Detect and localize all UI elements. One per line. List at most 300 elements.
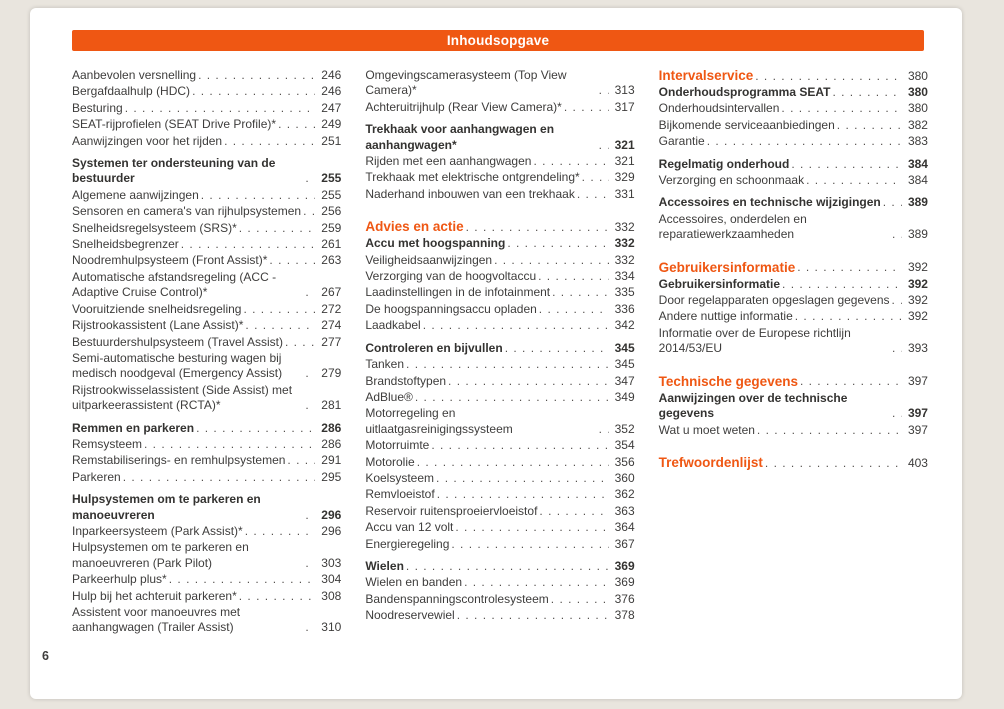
- toc-entry-page: 392: [907, 293, 928, 308]
- toc-entry: [72, 237, 341, 252]
- toc-entry-label: Rijstrookassistent (Lane Assist)*: [72, 318, 244, 333]
- toc-entry: [365, 100, 634, 115]
- toc-entry-label: Accessoires, onderdelen en reparatiewerkzaamheden: [658, 211, 807, 242]
- toc-entry: [72, 421, 341, 436]
- dot-leader: [181, 237, 316, 252]
- toc-entry-page: 332: [614, 236, 635, 251]
- dot-leader: [305, 285, 315, 300]
- toc-entry-label: Laadinstellingen in de infotainment: [365, 285, 551, 300]
- toc-columns: [72, 68, 928, 636]
- dot-leader: [466, 220, 609, 235]
- dot-leader: [552, 285, 609, 300]
- toc-entry-label: Inparkeersysteem (Park Assist)*: [72, 523, 243, 538]
- toc-entry-page: 281: [321, 398, 342, 413]
- toc-entry-page: 345: [614, 340, 635, 355]
- toc-column-3: [659, 68, 928, 636]
- toc-entry: [72, 383, 341, 414]
- toc-entry: [72, 84, 341, 99]
- toc-entry-page: 310: [321, 620, 342, 635]
- toc-entry-label: Remsysteem: [72, 436, 143, 451]
- dot-leader: [797, 260, 902, 275]
- dot-leader: [781, 101, 902, 116]
- dot-leader: [892, 341, 902, 356]
- toc-entry-label: Assistent voor manoeuvres met aanhangwagen (Trailer Assist): [72, 605, 241, 635]
- toc-entry-page: 345: [614, 357, 635, 372]
- toc-entry-label: Energieregeling: [365, 536, 450, 551]
- toc-entry: [659, 374, 928, 390]
- toc-entry-label: Accessoires en technische wijzigingen: [658, 195, 881, 210]
- toc-entry: [659, 85, 928, 100]
- toc-entry-label: Wat u moet weten: [658, 422, 755, 437]
- toc-entry-page: 249: [321, 117, 342, 132]
- toc-column-2: [365, 68, 634, 636]
- toc-entry-page: 389: [907, 227, 928, 242]
- toc-entry-page: 376: [614, 591, 635, 606]
- dot-leader: [806, 173, 902, 188]
- dot-leader: [599, 83, 609, 98]
- toc-entry-label: Omgevingscamerasysteem (Top View Camera)*: [365, 68, 567, 98]
- toc-entry-page: 321: [614, 154, 635, 169]
- toc-entry-page: 256: [321, 204, 342, 219]
- toc-entry-page: 255: [321, 171, 342, 186]
- toc-entry-page: 332: [614, 219, 635, 234]
- toc-entry-label: Trekhaak voor aanhangwagen en aanhangwagen*: [365, 122, 555, 152]
- toc-entry-page: 263: [321, 253, 342, 268]
- toc-entry: [365, 559, 634, 574]
- toc-entry-page: 347: [614, 373, 635, 388]
- toc-entry-label: Hulp bij het achteruit parkeren*: [72, 588, 237, 603]
- dot-leader: [303, 204, 315, 219]
- dot-leader: [533, 154, 608, 169]
- toc-entry-page: 303: [321, 555, 342, 570]
- toc-entry: [365, 187, 634, 202]
- dot-leader: [755, 69, 902, 84]
- toc-entry: [659, 326, 928, 357]
- toc-entry-page: 356: [614, 454, 635, 469]
- toc-entry-label: Door regelapparaten opgeslagen gegevens: [658, 293, 890, 308]
- toc-entry-label: Bestuurdershulpsysteem (Travel Assist): [72, 334, 283, 349]
- toc-entry-label: Tanken: [365, 357, 405, 372]
- toc-entry: [72, 572, 341, 587]
- dot-leader: [144, 437, 315, 452]
- toc-entry-page: 380: [907, 85, 928, 99]
- toc-entry-page: 296: [321, 523, 342, 538]
- toc-entry-page: 369: [614, 575, 635, 590]
- toc-entry-label: Aanbevolen versnelling: [72, 68, 197, 82]
- toc-entry-page: 246: [321, 68, 342, 82]
- dot-leader: [707, 134, 902, 149]
- dot-leader: [224, 134, 315, 149]
- toc-entry-page: 334: [614, 269, 635, 284]
- toc-entry-label: Noodremhulpsysteem (Front Assist)*: [72, 253, 268, 268]
- toc-entry: [365, 269, 634, 284]
- dot-leader: [123, 470, 316, 485]
- page-title: Inhoudsopgave: [446, 33, 550, 48]
- toc-entry-page: 321: [614, 137, 635, 152]
- dot-leader: [507, 236, 608, 251]
- dot-leader: [287, 453, 315, 468]
- toc-entry-page: 397: [907, 374, 928, 389]
- toc-entry-label: Trefwoordenlijst: [658, 454, 763, 470]
- toc-entry-label: Achteruitrijhulp (Rear View Camera)*: [365, 99, 562, 114]
- toc-entry-page: 403: [907, 455, 928, 470]
- toc-entry-label: Bergafdaalhulp (HDC): [72, 84, 191, 99]
- toc-entry: [72, 204, 341, 219]
- dot-leader: [305, 620, 315, 635]
- toc-entry: [72, 156, 341, 187]
- toc-entry: [72, 540, 341, 571]
- toc-entry: [365, 68, 634, 99]
- toc-entry-label: Bijkomende serviceaanbiedingen: [658, 117, 835, 132]
- dot-leader: [539, 504, 608, 519]
- toc-entry-page: 286: [321, 436, 342, 451]
- dot-leader: [448, 374, 609, 389]
- toc-entry-page: 363: [614, 503, 635, 518]
- toc-entry-label: Veiligheidsaanwijzingen: [365, 252, 493, 267]
- toc-entry-label: Intervalservice: [658, 68, 754, 83]
- toc-entry-page: 246: [321, 84, 342, 99]
- toc-entry-label: Rijden met een aanhangwagen: [365, 154, 532, 169]
- toc-entry: [72, 605, 341, 636]
- toc-entry-label: Garantie: [658, 134, 705, 149]
- toc-entry-page: 317: [614, 99, 635, 114]
- dot-leader: [305, 171, 315, 186]
- toc-entry: [365, 302, 634, 317]
- toc-entry-label: Motorolie: [365, 454, 415, 469]
- toc-entry-page: 272: [321, 301, 342, 316]
- toc-entry-page: 392: [907, 260, 928, 275]
- toc-entry-page: 352: [614, 421, 635, 436]
- toc-entry-label: Aanwijzingen over de technische gegevens: [658, 390, 848, 421]
- dot-leader: [800, 374, 902, 389]
- dot-leader: [791, 157, 902, 172]
- dot-leader: [795, 309, 902, 324]
- toc-entry-page: 349: [614, 389, 635, 404]
- toc-entry-page: 274: [321, 318, 342, 333]
- toc-entry-label: Brandstoftypen: [365, 373, 447, 388]
- toc-entry-label: Reservoir ruitensproeiervloeistof: [365, 503, 538, 518]
- toc-entry-page: 329: [614, 170, 635, 185]
- toc-entry-label: Remmen en parkeren: [72, 420, 195, 435]
- dot-leader: [278, 117, 315, 132]
- toc-entry-label: Informatie over de Europese richtlijn 2014/53/EU: [658, 325, 851, 356]
- toc-entry: [365, 374, 634, 389]
- toc-entry-page: 259: [321, 220, 342, 235]
- toc-entry-page: 331: [614, 186, 635, 201]
- toc-entry-label: Accu met hoogspanning: [365, 236, 506, 251]
- toc-entry-page: 291: [321, 453, 342, 468]
- toc-entry: [659, 212, 928, 243]
- toc-entry-page: 362: [614, 487, 635, 502]
- page-number: 6: [42, 649, 49, 663]
- dot-leader: [198, 68, 315, 83]
- dot-leader: [196, 421, 315, 436]
- toc-entry-page: 277: [321, 334, 342, 349]
- toc-entry-label: Gebruikersinformatie: [658, 276, 781, 291]
- toc-entry: [365, 520, 634, 535]
- dot-leader: [892, 293, 902, 308]
- toc-entry: [365, 438, 634, 453]
- dot-leader: [757, 423, 902, 438]
- toc-entry-label: Trekhaak met elektrische ontgrendeling*: [365, 170, 580, 185]
- toc-entry: [365, 219, 634, 235]
- toc-entry: [72, 453, 341, 468]
- toc-entry-page: 380: [907, 101, 928, 116]
- toc-entry-page: 393: [907, 341, 928, 356]
- toc-entry-label: Parkeerhulp plus*: [72, 572, 167, 587]
- toc-entry: [72, 351, 341, 382]
- toc-entry-label: Controleren en bijvullen: [365, 340, 503, 355]
- dot-leader: [239, 589, 316, 604]
- toc-entry: [365, 341, 634, 356]
- dot-leader: [599, 138, 609, 153]
- toc-entry: [659, 134, 928, 149]
- dot-leader: [305, 556, 315, 571]
- toc-entry-page: 342: [614, 318, 635, 333]
- toc-entry: [365, 357, 634, 372]
- toc-entry: [72, 589, 341, 604]
- toc-entry-page: 383: [907, 134, 928, 149]
- toc-entry: [659, 260, 928, 276]
- toc-entry: [72, 68, 341, 83]
- dot-leader: [305, 398, 315, 413]
- dot-leader: [201, 188, 316, 203]
- toc-entry-label: Accu van 12 volt: [365, 520, 454, 535]
- toc-entry-label: Onderhoudsprogramma SEAT: [658, 85, 831, 99]
- dot-leader: [415, 390, 609, 405]
- dot-leader: [765, 456, 902, 471]
- toc-entry-page: 380: [907, 68, 928, 83]
- toc-entry: [659, 68, 928, 84]
- toc-entry-page: 392: [907, 276, 928, 291]
- toc-entry-label: Noodreservewiel: [365, 608, 455, 623]
- toc-entry-page: 308: [321, 588, 342, 603]
- toc-entry: [72, 318, 341, 333]
- dot-leader: [451, 537, 608, 552]
- toc-entry: [659, 455, 928, 471]
- toc-entry: [659, 391, 928, 422]
- dot-leader: [406, 357, 609, 372]
- toc-entry: [72, 302, 341, 317]
- dot-leader: [169, 572, 316, 587]
- toc-entry-page: 247: [321, 100, 342, 115]
- toc-entry: [365, 170, 634, 185]
- toc-entry: [72, 101, 341, 116]
- dot-leader: [782, 277, 902, 292]
- toc-entry-page: 332: [614, 252, 635, 267]
- toc-entry: [72, 221, 341, 236]
- toc-entry: [659, 277, 928, 292]
- dot-leader: [551, 592, 609, 607]
- toc-entry: [365, 154, 634, 169]
- dot-leader: [417, 455, 609, 470]
- toc-entry: [72, 335, 341, 350]
- toc-entry-label: Onderhoudsintervallen: [658, 101, 780, 116]
- dot-leader: [505, 341, 609, 356]
- toc-entry-page: 397: [907, 406, 928, 421]
- toc-column-1: [72, 68, 341, 636]
- dot-leader: [577, 187, 609, 202]
- toc-entry-label: Regelmatig onderhoud: [658, 156, 790, 171]
- toc-entry: [72, 134, 341, 149]
- toc-entry-page: 251: [321, 133, 342, 148]
- toc-entry: [659, 157, 928, 172]
- dot-leader: [538, 269, 609, 284]
- toc-entry-page: 354: [614, 438, 635, 453]
- toc-entry-page: 384: [907, 173, 928, 188]
- dot-leader: [305, 508, 315, 523]
- dot-leader: [599, 422, 609, 437]
- dot-leader: [285, 335, 315, 350]
- toc-entry: [365, 406, 634, 437]
- toc-entry: [365, 455, 634, 470]
- toc-entry: [72, 253, 341, 268]
- toc-entry-label: Remvloeistof: [365, 487, 435, 502]
- toc-entry: [365, 253, 634, 268]
- toc-entry-label: Systemen ter ondersteuning van de bestuurder: [72, 156, 276, 186]
- toc-entry-page: 364: [614, 520, 635, 535]
- toc-entry: [365, 390, 634, 405]
- dot-leader: [564, 100, 609, 115]
- toc-entry-page: 369: [614, 558, 635, 573]
- toc-entry-label: Wielen en banden: [365, 575, 463, 590]
- toc-entry: [659, 118, 928, 133]
- toc-entry: [72, 437, 341, 452]
- toc-entry: [365, 236, 634, 251]
- toc-entry-page: 295: [321, 469, 342, 484]
- dot-leader: [892, 227, 902, 242]
- toc-entry-label: Naderhand inbouwen van een trekhaak: [365, 186, 575, 201]
- toc-entry-page: 304: [321, 572, 342, 587]
- toc-entry-page: 384: [907, 156, 928, 171]
- dot-leader: [245, 318, 315, 333]
- toc-entry-label: Besturing: [72, 100, 123, 115]
- toc-entry: [365, 285, 634, 300]
- document-page: [30, 8, 962, 699]
- dot-leader: [832, 85, 902, 100]
- toc-entry-label: Remstabiliserings- en remhulpsystemen: [72, 453, 286, 468]
- toc-entry-label: Snelheidsregelsysteem (SRS)*: [72, 220, 237, 235]
- dot-leader: [192, 84, 315, 99]
- toc-entry-page: 255: [321, 187, 342, 202]
- page-header-bar: [72, 30, 924, 51]
- toc-entry: [365, 575, 634, 590]
- toc-entry: [365, 537, 634, 552]
- toc-entry-label: Koelsysteem: [365, 470, 435, 485]
- toc-entry-label: SEAT-rijprofielen (SEAT Drive Profile)*: [72, 117, 277, 132]
- toc-entry-label: Laadkabel: [365, 318, 421, 333]
- toc-entry: [365, 471, 634, 486]
- toc-entry-page: 382: [907, 117, 928, 132]
- toc-entry: [659, 423, 928, 438]
- toc-entry: [365, 122, 634, 153]
- toc-entry-label: Gebruikersinformatie: [658, 259, 796, 275]
- toc-entry: [72, 470, 341, 485]
- dot-leader: [269, 253, 315, 268]
- toc-entry-page: 397: [907, 422, 928, 437]
- toc-entry-label: Aanwijzingen voor het rijden: [72, 133, 223, 148]
- toc-entry-page: 279: [321, 366, 342, 381]
- toc-entry: [365, 504, 634, 519]
- toc-entry-label: Technische gegevens: [658, 373, 798, 389]
- dot-leader: [243, 302, 315, 317]
- toc-entry-label: Snelheidsbegrenzer: [72, 237, 179, 252]
- toc-entry: [659, 101, 928, 116]
- toc-entry-label: Motorruimte: [365, 438, 430, 453]
- toc-entry: [365, 592, 634, 607]
- dot-leader: [539, 302, 609, 317]
- toc-entry-page: 336: [614, 301, 635, 316]
- toc-entry-label: Advies en actie: [365, 219, 464, 235]
- toc-entry-label: Motorregeling en uitlaatgasreinigingssysteem: [365, 406, 513, 436]
- toc-entry-label: Andere nuttige informatie: [658, 309, 793, 324]
- toc-entry-page: 286: [321, 420, 342, 435]
- toc-entry-label: Automatische afstandsregeling (ACC - Adaptive Cruise Control)*: [72, 269, 277, 300]
- toc-entry-label: De hoogspanningsaccu opladen: [365, 301, 537, 316]
- toc-entry-label: AdBlue®: [365, 389, 413, 404]
- toc-entry-page: 360: [614, 470, 635, 485]
- toc-entry-label: Verzorging en schoonmaak: [658, 173, 805, 188]
- toc-entry-page: 267: [321, 285, 342, 300]
- dot-leader: [431, 438, 608, 453]
- dot-leader: [457, 608, 609, 623]
- dot-leader: [892, 406, 902, 421]
- toc-entry-page: 392: [907, 309, 928, 324]
- toc-entry-label: Sensoren en camera's van rijhulpsystemen: [72, 204, 302, 219]
- toc-entry: [72, 492, 341, 523]
- dot-leader: [245, 524, 316, 539]
- toc-entry-label: Bandenspanningscontrolesysteem: [365, 591, 549, 606]
- toc-entry: [659, 309, 928, 324]
- dot-leader: [239, 221, 316, 236]
- toc-entry: [659, 293, 928, 308]
- toc-entry: [659, 173, 928, 188]
- dot-leader: [423, 318, 609, 333]
- toc-entry-label: Wielen: [365, 558, 404, 573]
- dot-leader: [494, 253, 609, 268]
- toc-entry-label: Rijstrookwisselassistent (Side Assist) met uitparkeerassistent (RCTA)*: [72, 382, 293, 413]
- dot-leader: [406, 559, 609, 574]
- toc-entry: [72, 117, 341, 132]
- toc-entry-label: Hulpsystemen om te parkeren en manoeuvreren: [72, 492, 261, 522]
- toc-entry: [659, 195, 928, 210]
- toc-entry: [365, 487, 634, 502]
- dot-leader: [582, 170, 609, 185]
- toc-entry-page: 313: [614, 83, 635, 98]
- toc-entry-label: Semi-automatische besturing wagen bij medisch noodgeval (Emergency Assist): [72, 350, 283, 381]
- toc-entry: [72, 188, 341, 203]
- dot-leader: [455, 520, 608, 535]
- toc-entry-page: 378: [614, 608, 635, 623]
- dot-leader: [883, 195, 902, 210]
- dot-leader: [464, 575, 609, 590]
- toc-entry-label: Hulpsystemen om te parkeren en manoeuvreren (Park Pilot): [72, 540, 249, 570]
- dot-leader: [436, 471, 609, 486]
- toc-entry-label: Algemene aanwijzingen: [72, 187, 199, 202]
- toc-entry-page: 389: [907, 195, 928, 210]
- dot-leader: [125, 101, 316, 116]
- toc-entry: [365, 608, 634, 623]
- dot-leader: [437, 487, 609, 502]
- dot-leader: [837, 118, 902, 133]
- toc-entry-page: 335: [614, 285, 635, 300]
- toc-entry-label: Vooruitziende snelheidsregeling: [72, 301, 242, 316]
- toc-entry-label: Verzorging van de hoogvoltaccu: [365, 269, 537, 284]
- toc-entry-label: Parkeren: [72, 469, 121, 484]
- toc-entry: [72, 524, 341, 539]
- toc-entry-page: 261: [321, 237, 342, 252]
- dot-leader: [305, 366, 315, 381]
